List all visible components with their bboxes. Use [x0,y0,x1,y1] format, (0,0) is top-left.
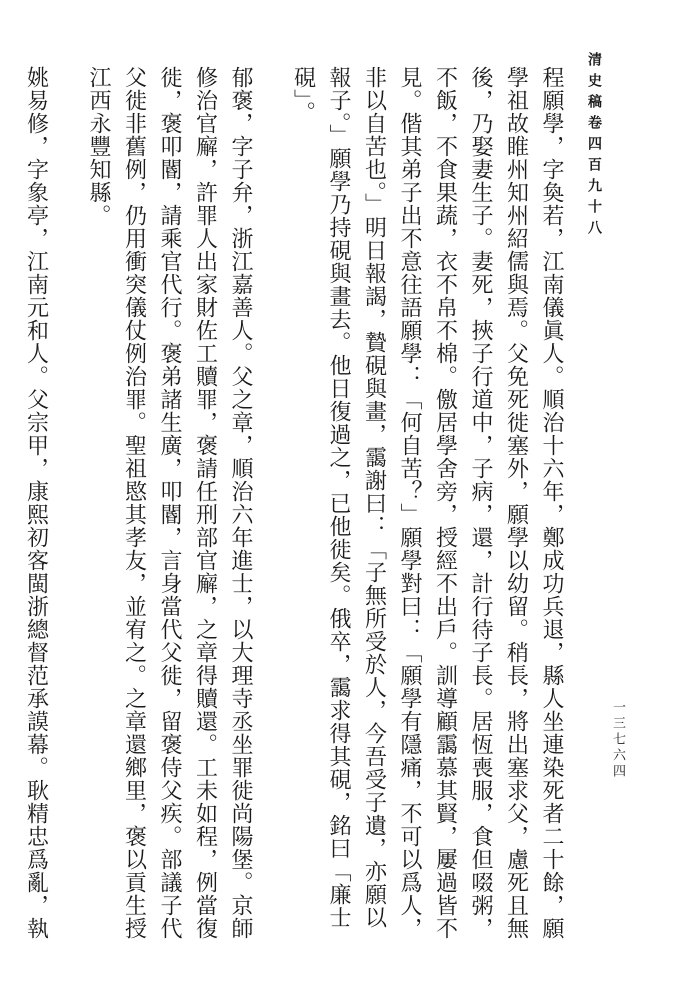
biography-entry [285,66,569,946]
running-title: 清史稿卷四百九十八 [586,52,602,241]
main-text-block [23,66,569,946]
biography-entry [81,66,259,946]
entry-text: 郁褒，字子弁，浙江嘉善人。父之章，順治六年進士，以大理寺丞坐罪徙尚陽堡。京師修治官廨，許罪人出家財佐工贖罪，褒請任刑部官廨，之章得贖還。工未如程，例當復徙，褒叩閽，請乘官代行。褒弟諸生廣，叩閽，言身當代父徙，留褒侍父疾。部議子代父徙非舊例，仍用衝突儀仗例治罪。聖祖愍其孝友，並宥之。之章還鄉里，褒以貢生授江西永豐知縣。 [86,66,253,940]
entry-text: 姚易修，字象亭，江南元和人。父宗甲，康熙初客閩浙總督范承謨幕。耿精忠爲亂，執 [23,66,49,940]
page-number: 一三七六四 [610,700,625,780]
biography-entry [18,66,54,946]
entry-text: 程願學，字奐若，江南儀眞人。順治十六年，鄭成功兵退，縣人坐連染死者二十餘，願學祖故睢州知州紹儒與焉。父免死徙塞外，願學以幼留。稍長，將出塞求父，慮死且無後，乃娶妻生子。妻死，挾子行道中，子病，還，計行待子長。居恆喪服，食但啜粥，不飯，不食果蔬，衣不帛不棉。儌居學舍旁，授經不出戶。訓導顧靄慕其賢，屢過皆不見。偕其弟子出不意往語願學：「何自苦？」願學對曰：「願學有隱痛，不可以爲人，非以自苦也。」明日報謁，贄硯與畫，靄謝曰：「子無所受於人，今吾受子遺，亦願以報子。」願學乃持硯與畫去。他日復過之，已他徙矣。俄卒，靄求得其硯，銘曰「廉士硯」。 [290,66,564,940]
